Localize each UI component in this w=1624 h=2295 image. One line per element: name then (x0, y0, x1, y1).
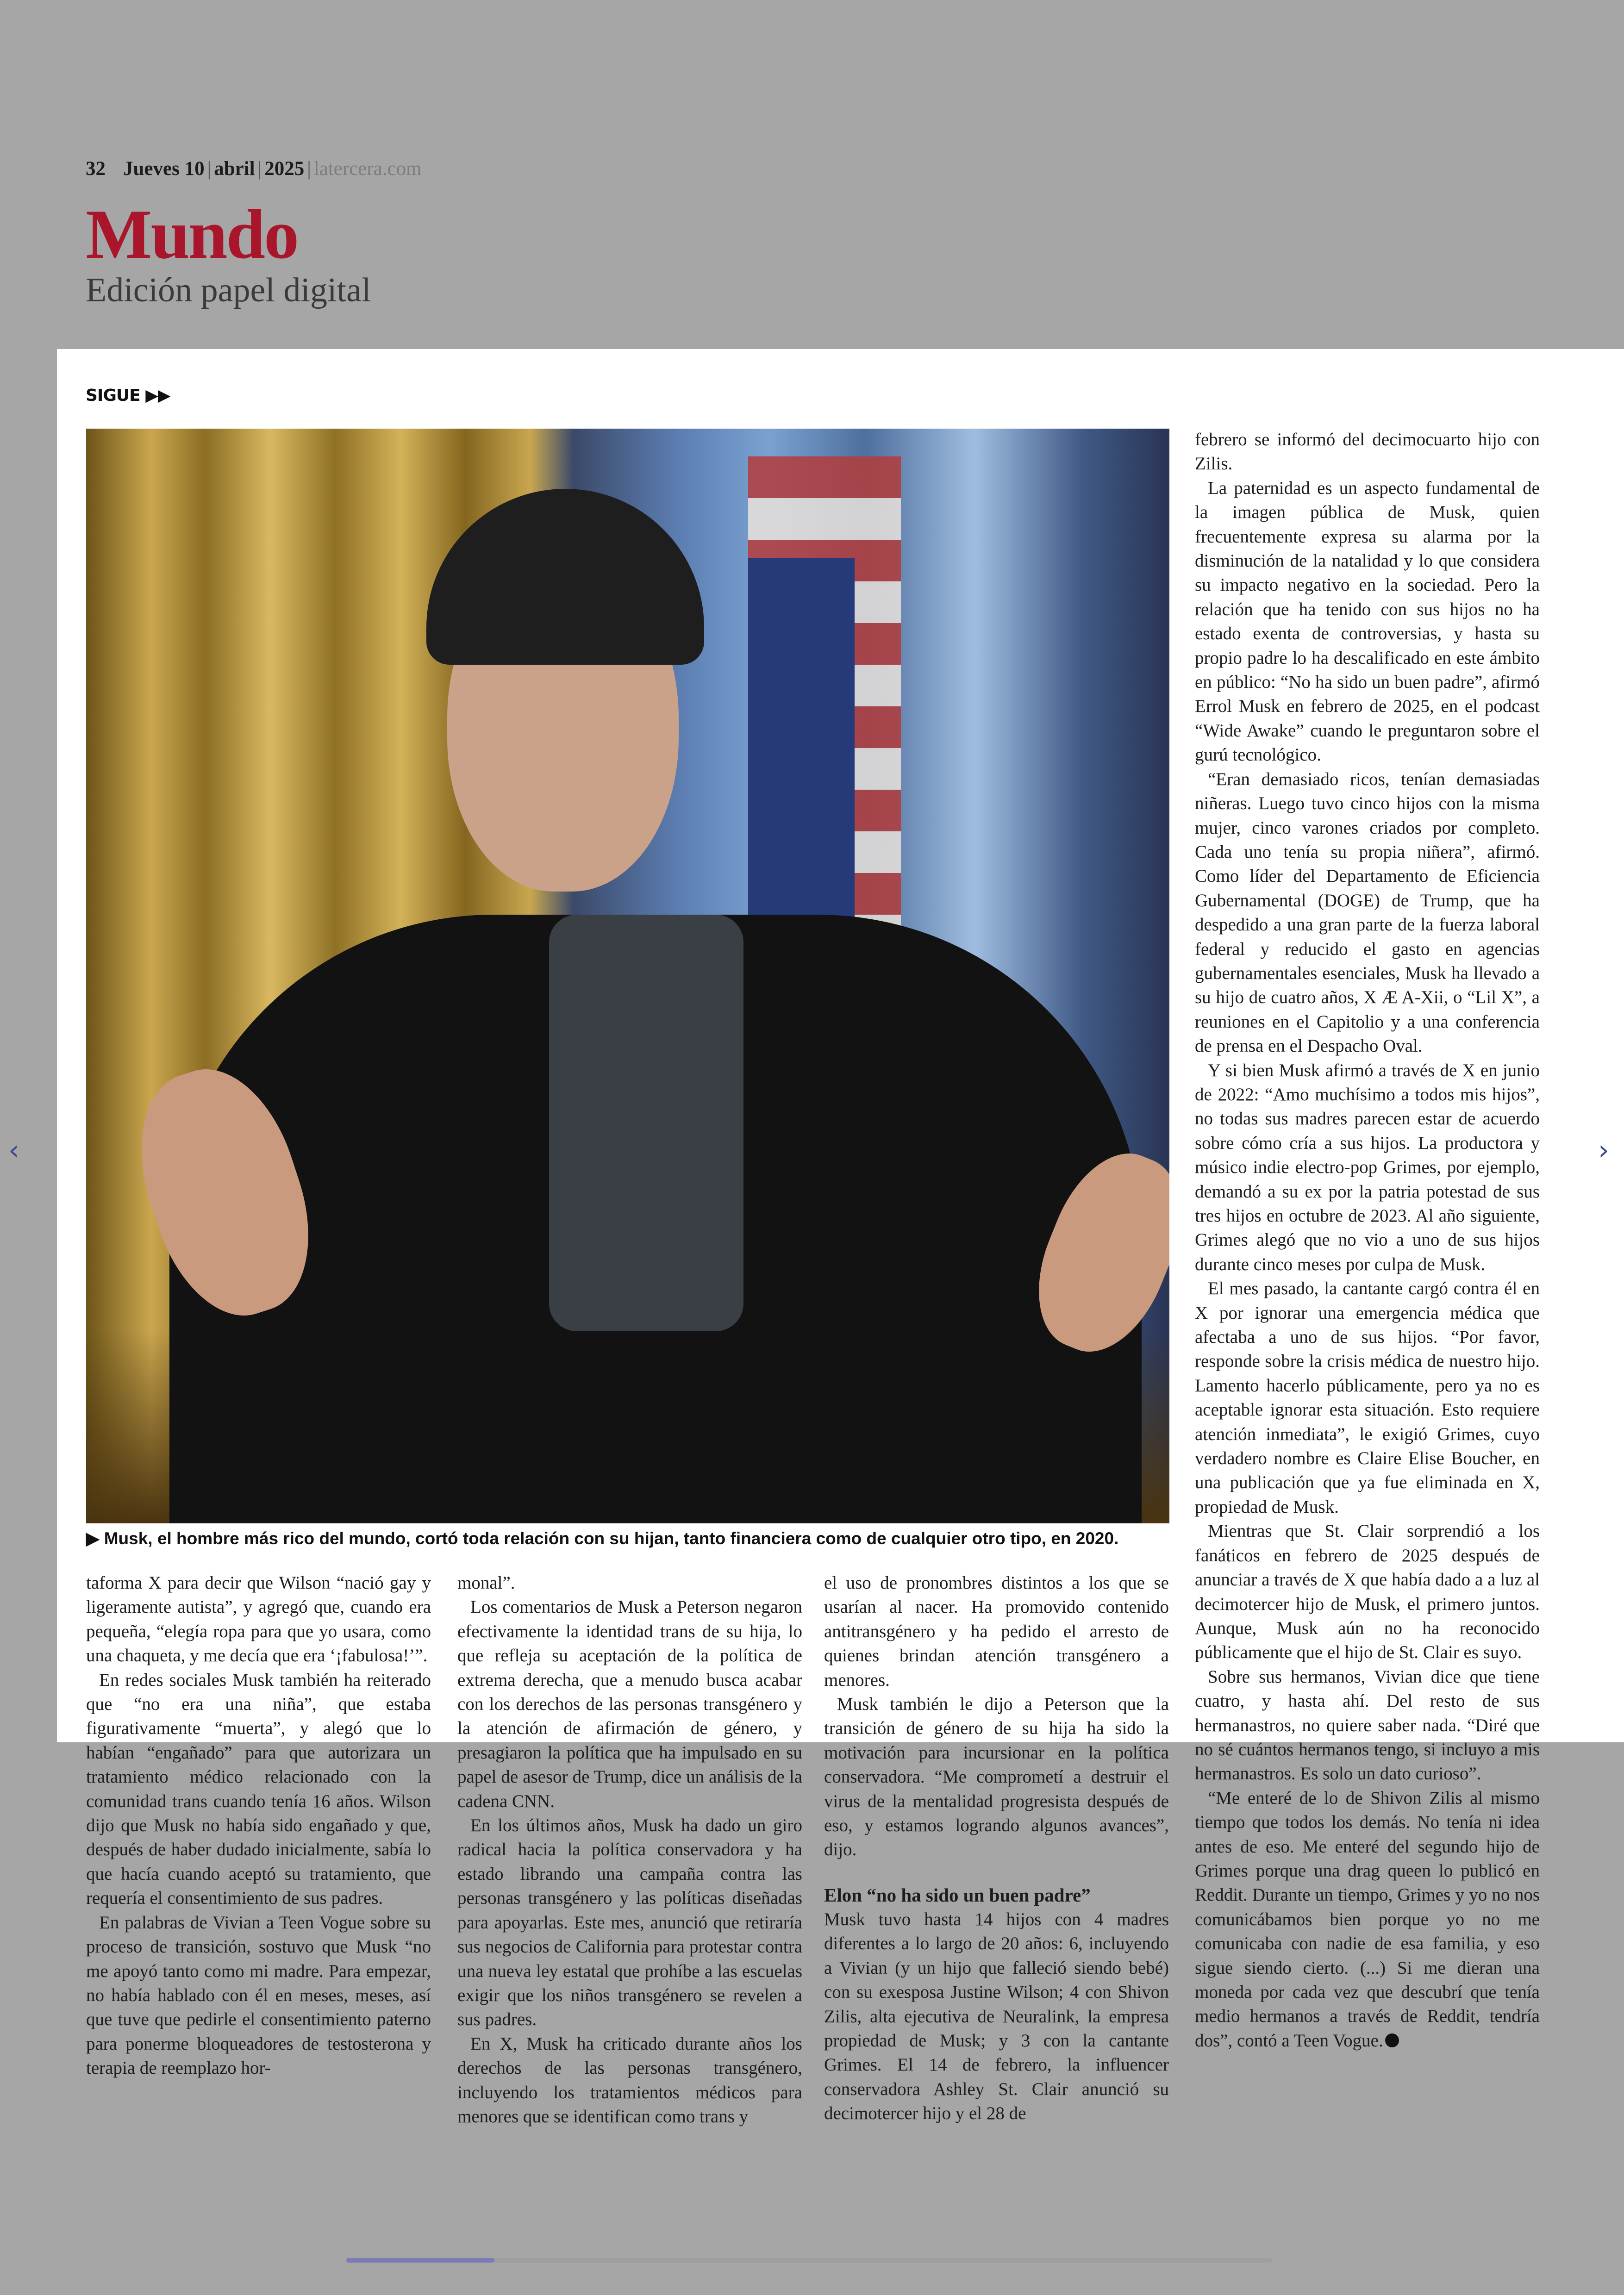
paragraph: En redes sociales Musk también ha reiterado que “no era una niña”, que estaba figurativamente “muerta”, y alegó que lo habían “engañado” para que autorizara un tratamiento médico relacionado con la comunidad trans cuando tenía 16 años. Wilson dijo que Musk no había sido engañado y que, después de haber dudado inicialmente, sabía lo que hacía cuando aceptó su tratamiento, que requería el consentimiento de sus padres. (86, 1670, 431, 1908)
article-column-3 (824, 1571, 1169, 2126)
article-column-1 (86, 1571, 431, 2081)
page-progress-thumb[interactable] (346, 2258, 494, 2263)
paragraph-text: “Me enteré de lo de Shivon Zilis al mismo tiempo que todos los demás. No tenía ni idea antes de eso. Me enteré del segundo hijo de Grimes porque una drag queen lo publicó en Reddit. Durante un tiempo, Grimes y yo no nos comunicábamos bien porque yo no me comunicaba con nadie de esa familia, y eso sigue siendo cierto. (...) Si me dieran una moneda por cada vez que descubrí que tenía medio hermanos a través de Reddit, tendría dos”, contó a Teen Vogue. (1195, 1788, 1540, 2051)
paragraph: En los últimos años, Musk ha dado un giro radical hacia la política conservadora y ha estado librando una campaña contra las personas transgénero y las políticas diseñadas para apoyarlas. Este mes, anunció que retiraría sus negocios de California para protestar contra una nueva ley estatal que prohíbe a las escuelas exigir que los niños transgénero se revelen a sus padres. (457, 1815, 802, 2030)
paragraph-last (1195, 1786, 1540, 2053)
site-link[interactable]: latercera.com (313, 158, 422, 180)
edition-subtitle: Edición papel digital (86, 271, 371, 309)
paragraph: Los comentarios de Musk a Peterson negaron efectivamente la identidad trans de su hija, lo que refleja su aceptación de la política de extrema derecha, que a menudo busca acabar con los derechos de las personas transgénero y la atención de afirmación de género, y presagiaron la política que ha impulsado en su papel de asesor de Trump, dice un análisis de la cadena CNN. (457, 1597, 802, 1811)
paragraph: Sobre sus hermanos, Vivian dice que tiene cuatro, y hasta ahí. Del resto de sus hermanastros, no quiere saber nada. “Diré que no sé cuántos hermanos tengo, si incluyo a mis hermanastros. Es solo un dato curioso”. (1195, 1666, 1540, 1784)
paragraph: el uso de pronombres distintos a los que se usarían al nacer. Ha promovido contenido antitransgénero y ha pedido el arresto de quienes brindan atención transgénero a menores. (824, 1573, 1169, 1690)
paragraph: Mientras que St. Clair sorprendió a los fanáticos en febrero de 2025 después de anunciar a través de X que había dado a a luz al decimotercer hijo de Musk, el primero juntos. Aunque, Musk aún no ha reconocido públicamente que el hijo de St. Clair es suyo. (1195, 1521, 1540, 1663)
article-photo (86, 429, 1169, 1523)
prev-page-button[interactable]: ‹ (8, 1134, 19, 1166)
page-sheet (57, 349, 1624, 2127)
paragraph: Y si bien Musk afirmó a través de X en junio de 2022: “Amo muchísimo a todos mis hijos”, no todas sus madres parecen estar de acuerdo sobre cómo cría a sus hijos. La productora y músico indie electro-pop Grimes, por ejemplo, demandó a su ex por la patria potestad de sus tres hijos en octubre de 2023. Al año siguiente, Grimes alegó que no vio a uno de sus hijos durante cinco meses por culpa de Musk. (1195, 1060, 1540, 1274)
end-mark-icon (1385, 2033, 1399, 2047)
paragraph: El mes pasado, la cantante cargó contra él en X por ignorar una emergencia médica que afectaba a uno de sus hijos. “Por favor, responde sobre la crisis médica de nuestro hijo. Lamento hacerlo públicamente, pero ya no es aceptable ignorar esta situación. Esto requiere atención inmediata”, le exigió Grimes, cuyo verdadero nombre es Claire Elise Boucher, en una publicación que ya fue eliminada en X, propiedad de Musk. (1195, 1278, 1540, 1517)
article-column-2 (457, 1571, 802, 2129)
sigue-label: SIGUE ▶▶ (86, 386, 170, 405)
next-page-button[interactable]: › (1598, 1134, 1609, 1166)
paragraph: “Eran demasiado ricos, tenían demasiadas niñeras. Luego tuvo cinco hijos con la misma mujer, cinco varones criados por completo. Cada uno tenía su propia niñera”, afirmó. Como líder del Departamento de Eficiencia Gubernamental (DOGE) de Trump, que ha despedido a una gran parte de la fuerza laboral federal y reducido el gasto en agencias gubernamentales esenciales, Musk ha llevado a su hijo de cuatro años, X Æ A-Xii, o “Lil X”, a reuniones en el Capitolio y a una conferencia de prensa en el Despacho Oval. (1195, 769, 1540, 1056)
paragraph: febrero se informó del decimocuarto hijo con Zilis. (1195, 430, 1540, 474)
article-column-4 (1195, 428, 1540, 2053)
date-year: 2025 (264, 158, 305, 180)
section-title: Mundo (86, 195, 298, 273)
page-number: 32 (86, 158, 106, 180)
paragraph: monal”. (457, 1573, 515, 1593)
paragraph: taforma X para decir que Wilson “nació gay y ligeramente autista”, y agregó que, cuando era pequeña, “elegía ropa para que yo usara, como una chaqueta, y me decía que era ‘¡fabulosa!’”. (86, 1573, 431, 1666)
paragraph: Musk también le dijo a Peterson que la transición de género de su hija ha sido la motivación para incursionar en la política conservadora. “Me comprometí a destruir el virus de la mentalidad progresista después de eso, y estamos logrando algunos avances”, dijo. (824, 1694, 1169, 1860)
paragraph: La paternidad es un aspecto fundamental de la imagen pública de Musk, quien frecuentemente expresa su alarma por la disminución de la natalidad y lo que considera su impacto negativo en la sociedad. Pero la relación que ha tenido con sus hijos no ha estado exenta de controversias, y hasta su propio padre lo ha descalificado en este ámbito en público: “No ha sido un buen padre”, afirmó Errol Musk en febrero de 2025, en el podcast “Wide Awake” cuando le preguntaron sobre el gurú tecnológico. (1195, 478, 1540, 765)
paragraph: Musk tuvo hasta 14 hijos con 4 madres diferentes a lo largo de 20 años: 6, incluyendo a Vivian (y un hijo que falleció siendo bebé) con su exesposa Justine Wilson; 4 con Shivon Zilis, alta ejecutiva de Neuralink, la empresa propiedad de Musk; y 3 con la cantante Grimes. El 14 de febrero, la influencer conservadora Ashley St. Clair anunció su decimotercer hijo y el 28 de (824, 1909, 1169, 2124)
page-progress-track[interactable] (346, 2258, 1272, 2263)
date-day: Jueves 10 (123, 158, 205, 180)
dateline: 32 Jueves 10 | abril | 2025 | latercera.com (86, 158, 422, 180)
paragraph: En palabras de Vivian a Teen Vogue sobre su proceso de transición, sostuvo que Musk “no me apoyó tanto como mi madre. Para empezar, no había hablado con él en meses, meses, así que tuve que pedirle el consentimiento paterno para ponerme bloqueadores de testosterona y terapia de reemplazo hor- (86, 1912, 431, 2078)
subheading: Elon “no ha sido un buen padre” (824, 1884, 1091, 1906)
paragraph: En X, Musk ha criticado durante años los derechos de las personas transgénero, incluyendo los tratamientos médicos para menores que se identifican como trans y (457, 2033, 802, 2127)
dateline-bar (86, 157, 422, 180)
photo-caption: ▶ Musk, el hombre más rico del mundo, cortó toda relación con su hijan, tanto financiera como de cualquier otro tipo, en 2020. (86, 1529, 1119, 1548)
date-month: abril (214, 158, 255, 180)
